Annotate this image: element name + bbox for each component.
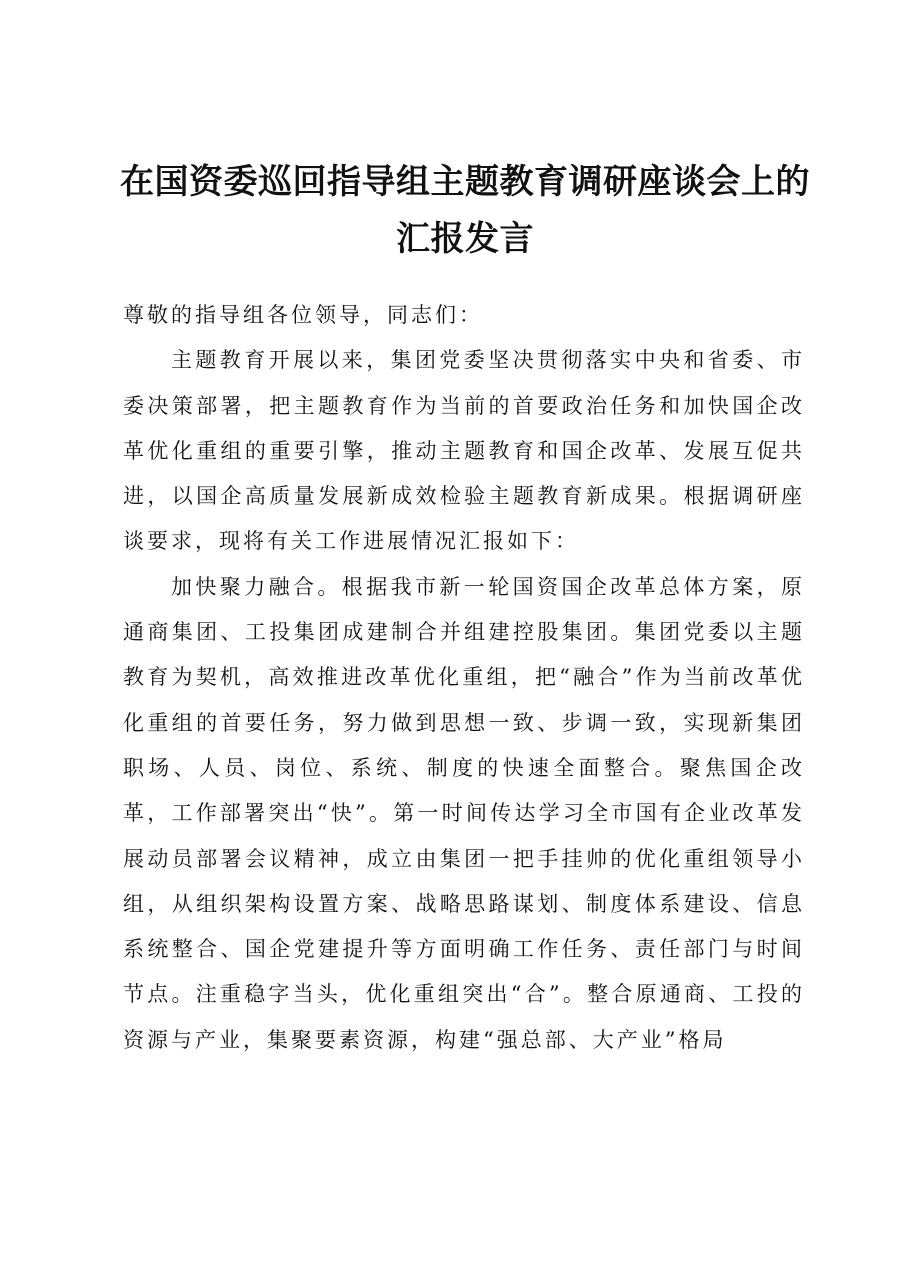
body-paragraph-intro: 主题教育开展以来，集团党委坚决贯彻落实中央和省委、市委决策部署，把主题教育作为当前的首要政治任务和加快国企改革优化重组的重要引擎，推动主题教育和国企改革、发展互促共进，以国企高质量发展新成效检验主题教育新成果。根据调研座谈要求，现将有关工作进展情况汇报如下： xyxy=(123,348,805,554)
document-body xyxy=(123,293,805,1063)
document-title: 在国资委巡回指导组主题教育调研座谈会上的汇报发言 xyxy=(120,162,810,259)
body-paragraph-integration: 加快聚力融合。根据我市新一轮国资国企改革总体方案，原通商集团、工投集团成建制合并组建控股集团。集团党委以主题教育为契机，高效推进改革优化重组，把“融合”作为当前改革优化重组的首要任务，努力做到思想一致、步调一致，实现新集团职场、人员、岗位、系统、制度的快速全面整合。聚焦国企改革，工作部署突出“快”。第一时间传达学习全市国有企业改革发展动员部署会议精神，成立由集团一把手挂帅的优化重组领导小组，从组织架构设置方案、战略思路谋划、制度体系建设、信息系统整合、国企党建提升等方面明确工作任务、责任部门与时间节点。注重稳字当头，优化重组突出“合”。整合原通商、工投的资源与产业，集聚要素资源，构建“强总部、大产业”格局 xyxy=(123,574,805,1052)
salutation: 尊敬的指导组各位领导，同志们： xyxy=(123,303,483,327)
